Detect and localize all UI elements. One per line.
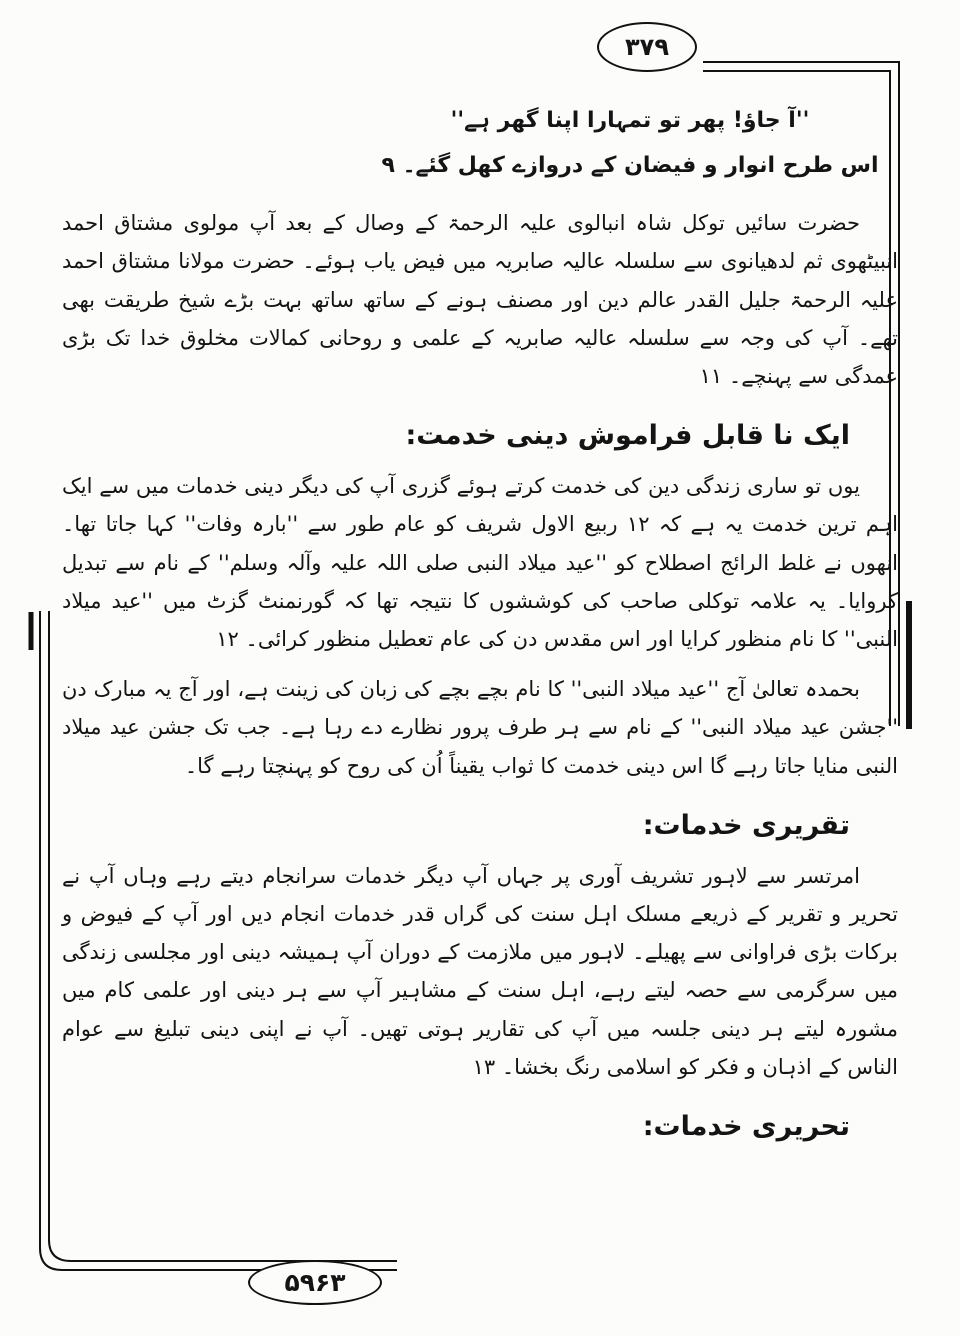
page-content bbox=[62, 92, 898, 1156]
verse-line-1: ''آ جاؤ! پھر تو تمہارا اپنا گھر ہے'' bbox=[450, 108, 810, 133]
verse-line-2: اس طرح انوار و فیضان کے دروازے کھل گئے۔ ۹ bbox=[381, 153, 879, 179]
section-heading-written-services: تحریری خدمات: bbox=[642, 1110, 850, 1142]
paragraph-eid-milad-legacy: بحمدہ تعالیٰ آج ''عید میلاد النبی'' کا نام بچے بچے کی زبان کی زینت ہے، اور آج یہ مبارک دن ''جشن عید میلاد النبی'' کے نام سے ہر طرف پرور نظارے دے رہا ہے۔ جب تک جشن عید میلاد النبی منایا جاتا رہے گا اس دینی خدمت کا ثواب یقیناً اُن کی روح کو پہنچتا رہے گا۔ bbox=[62, 677, 898, 778]
footer-number-badge bbox=[248, 1260, 382, 1305]
section-heading-speech-services: تقریری خدمات: bbox=[642, 809, 850, 841]
section-heading-unforgettable-service: ایک نا قابل فراموش دینی خدمت: bbox=[405, 420, 850, 452]
verse-block bbox=[370, 98, 890, 188]
page-number-badge bbox=[597, 22, 697, 72]
footer-number: ۵۹۶۳ bbox=[284, 1268, 346, 1297]
paragraph-speech-services: امرتسر سے لاہور تشریف آوری پر جہاں آپ دیگر خدمات سرانجام دیتے رہے وہاں آپ نے تحریر و تقریر کے ذریعے مسلک اہل سنت کی گراں قدر خدمات انجام دیں اور آپ کے فیوض و برکات بڑی فراوانی سے پھیلے۔ لاہور میں ملازمت کے دوران آپ ہمیشہ دینی اور مجلسی زندگی میں سرگرمی سے حصہ لیتے رہے، اہل سنت کے مشاہیر آپ سے ہر دینی اور علمی کام میں مشورہ لیتے ہر دینی جلسہ میں آپ کی تقاریر ہوتی تھیں۔ آپ نے اپنی دینی تبلیغ سے عوام الناس کے اذہان و فکر کو اسلامی رنگ بخشا۔ ۱۳ bbox=[62, 863, 898, 1079]
paragraph-biography: حضرت سائیں توکل شاہ انبالوی علیہ الرحمۃ کے وصال کے بعد آپ مولوی مشتاق احمد انبیٹھوی ثم لدھیانوی سے سلسلہ عالیہ صابریہ میں فیض یاب ہوئے۔ حضرت مولانا مشتاق احمد علیہ الرحمۃ جلیل القدر عالم دین اور مصنف ہونے کے ساتھ ساتھ بہت بڑے شیخ طریقت بھی تھے۔ آپ کی وجہ سے سلسلہ عالیہ صابریہ کے علمی و روحانی کمالات مخلوق خدا تک بڑی عمدگی سے پہنچے۔ ۱۱ bbox=[62, 211, 898, 389]
paragraph-eid-milad-service: یوں تو ساری زندگی دین کی خدمت کرتے ہوئے گزری آپ کی دیگر دینی خدمات میں سے ایک اہم ترین خدمت یہ ہے کہ ۱۲ ربیع الاول شریف کو عام طور سے ''بارہ وفات'' کہا جاتا تھا۔ انھوں نے غلط الرائج اصطلاح کو ''عید میلاد النبی صلی اللہ علیہ وآلہ وسلم'' کے نام سے تبدیل کروایا۔ یہ علامہ توکلی صاحب کی کوششوں کا نتیجہ تھا کہ گورنمنٹ گزٹ میں ''عید میلاد النبی'' کا نام منظور کرایا اور اس مقدس دن کی عام تعطیل منظور کرائی۔ ۱۲ bbox=[62, 474, 898, 651]
page-number: ۳۷۹ bbox=[625, 33, 669, 61]
